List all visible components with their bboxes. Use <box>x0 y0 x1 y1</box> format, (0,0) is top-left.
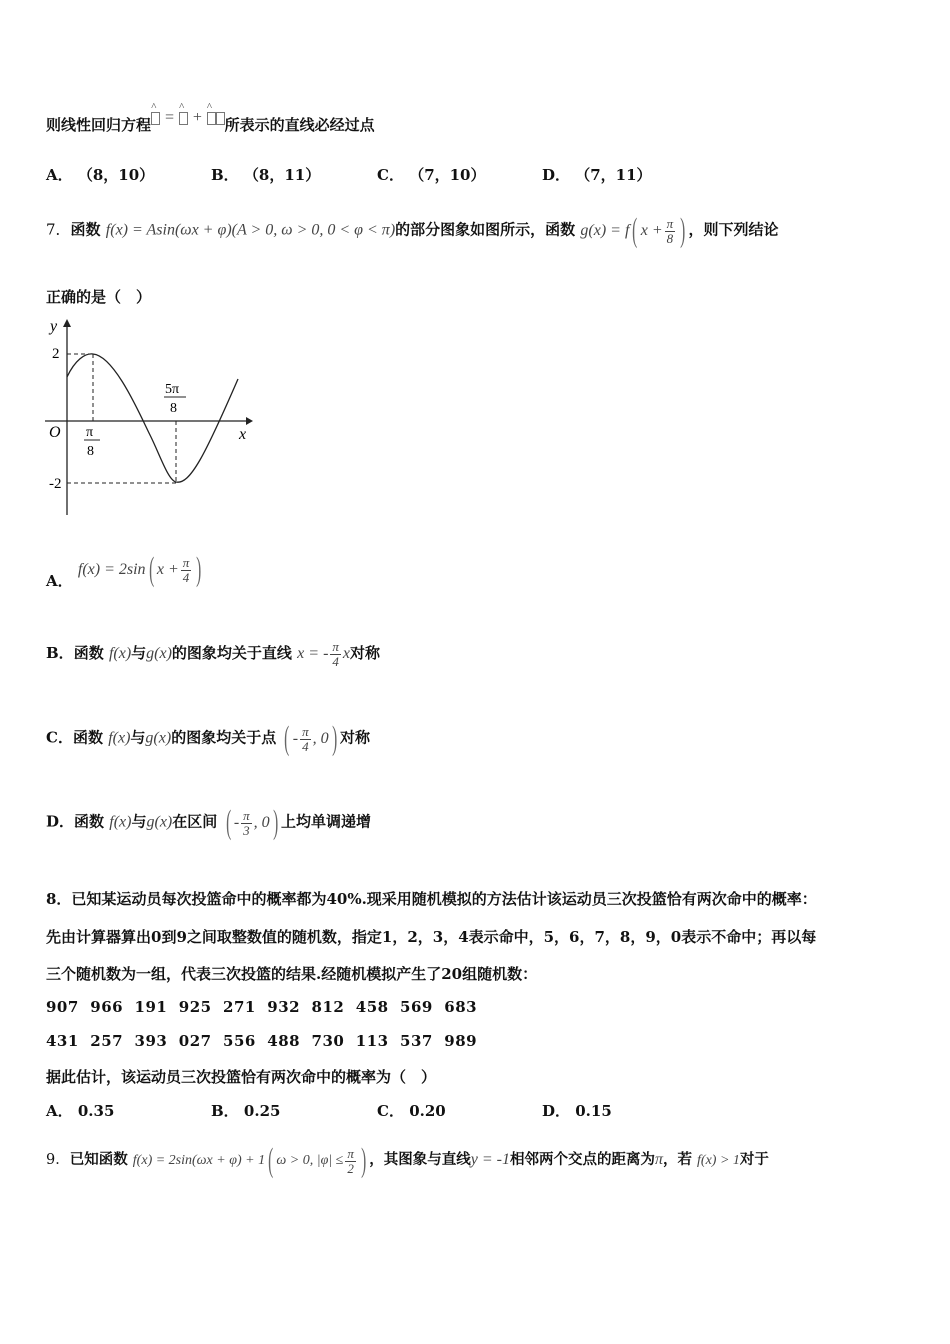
q8-option-c[interactable]: C． 0.20 <box>377 1102 446 1120</box>
y-axis-label: y <box>50 318 58 335</box>
tick-pi-8-den: 8 <box>87 444 94 459</box>
y-hat-placeholder <box>151 112 160 125</box>
g-of-x: g(x) <box>146 644 172 662</box>
q8-line-3: 三个随机数为一组，代表三次投篮的结果.经随机模拟产生了20组随机数： <box>46 965 538 983</box>
q9-statement: 9．已知函数 f(x) = 2sin(ωx + φ) + 1( ω > 0, |φ| ≤ $\frac{\pi}{2}$ ) ，其图象与直线y = -1相邻两个交点的距离为π，若 f(x) > 1对于 <box>46 1142 769 1179</box>
q8-option-d[interactable]: D． 0.15 <box>542 1102 612 1120</box>
q7-option-c-point: ( - $\frac{\pi}{4}$ , 0) <box>284 720 337 757</box>
f-of-x: f(x) <box>108 644 132 662</box>
q7-f-expression: f(x) = Asin(ωx + φ)(A > 0, ω > 0, 0 < φ < π) <box>105 221 396 239</box>
y-max-label: 2 <box>52 346 60 362</box>
b-hat-placeholder <box>207 112 216 125</box>
x-axis-arrow-icon <box>246 417 253 425</box>
q7-option-c[interactable]: C．函数 f(x)与g(x)的图象均关于点 ( - $\frac{\pi}{4}$ , 0) 对称 <box>46 720 370 757</box>
tick-5pi-8-num: 5π <box>165 382 180 397</box>
q7-option-a[interactable]: A． f(x) = 2sin( x + $\frac{\pi}{4}$ ) <box>46 553 205 587</box>
f-of-x: f(x) <box>109 813 132 831</box>
q6-option-c[interactable]: C． （7，10） <box>377 166 486 184</box>
q6-option-a[interactable]: A． （8，10） <box>46 166 155 184</box>
q6-text-pre: 则线性回归方程 <box>46 116 152 134</box>
q6-statement <box>46 109 375 135</box>
x-placeholder <box>216 112 225 125</box>
q7-option-d-interval: ( - $\frac{\pi}{3}$ , 0) <box>225 804 278 841</box>
tick-pi-8-num: π <box>86 425 94 440</box>
q7-option-a-expression: f(x) = 2sin( x + $\frac{\pi}{4}$ ) <box>77 551 202 588</box>
tick-5pi-8-den: 8 <box>170 401 177 416</box>
q8-option-b[interactable]: B． 0.25 <box>211 1102 281 1120</box>
g-of-x: g(x) <box>145 729 172 747</box>
y-axis-arrow-icon <box>63 319 71 327</box>
regression-equation: ^ = ^ + ^ <box>151 109 225 126</box>
f-of-x: f(x) <box>108 729 131 747</box>
q9-f-expression: f(x) = 2sin(ωx + φ) + 1( ω > 0, |φ| ≤ $\frac{\pi}{2}$ ) <box>132 1142 367 1179</box>
q7-number: 7． <box>46 220 71 239</box>
q6-option-b[interactable]: B． （8，11） <box>211 166 321 184</box>
q7-option-b[interactable]: B．函数 f(x)与g(x)的图象均关于直线 x = - $\frac{\pi}{4}$ x对称 <box>46 639 381 669</box>
q9-line-eq: y = -1 <box>470 1151 510 1169</box>
origin-label: O <box>49 424 61 441</box>
a-hat-placeholder <box>179 112 188 125</box>
q7-option-d[interactable]: D．函数 f(x)与g(x)在区间 ( - $\frac{\pi}{3}$ , 0) 上均单调递增 <box>46 804 372 841</box>
q8-option-a[interactable]: A． 0.35 <box>46 1102 115 1120</box>
g-of-x: g(x) <box>146 813 173 831</box>
q8-line-4: 据此估计，该运动员三次投篮恰有两次命中的概率为（ ） <box>46 1068 437 1086</box>
y-min-label: -2 <box>49 476 62 492</box>
q6-option-d[interactable]: D． （7，11） <box>542 166 652 184</box>
q8-random-row-2: 431 257 393 027 556 488 730 113 537 989 <box>46 1032 478 1050</box>
q6-text-post: 所表示的直线必经过点 <box>224 116 375 134</box>
q8-random-row-1: 907 966 191 925 271 932 812 458 569 683 <box>46 998 478 1016</box>
q7-sine-graph <box>40 315 255 520</box>
q9-inequality: f(x) > 1 <box>697 1153 740 1169</box>
q8-line-2: 先由计算器算出0到9之间取整数值的随机数，指定1，2，3，4表示命中，5，6，7，8，9，0表示不命中；再以每 <box>46 928 817 946</box>
q7-option-b-line: x = - $\frac{\pi}{4}$ x <box>297 639 351 669</box>
q9-pi: π <box>654 1151 663 1169</box>
q7-statement: 7．函数 f(x) = Asin(ωx + φ)(A > 0, ω > 0, 0 < φ < π)的部分图象如图所示，函数 g(x) = f( x + $\frac{\pi}{8}$ ) ，则下列结论 <box>46 212 779 249</box>
q8-line-1: 8．已知某运动员每次投篮命中的概率都为40%.现采用随机模拟的方法估计该运动员三次投篮恰有两次命中的概率： <box>46 890 817 908</box>
x-axis-label: x <box>239 426 247 443</box>
q7-prompt: 正确的是（ ） <box>46 288 152 306</box>
q7-g-expression: g(x) = f( x + $\frac{\pi}{8}$ ) <box>580 212 686 249</box>
